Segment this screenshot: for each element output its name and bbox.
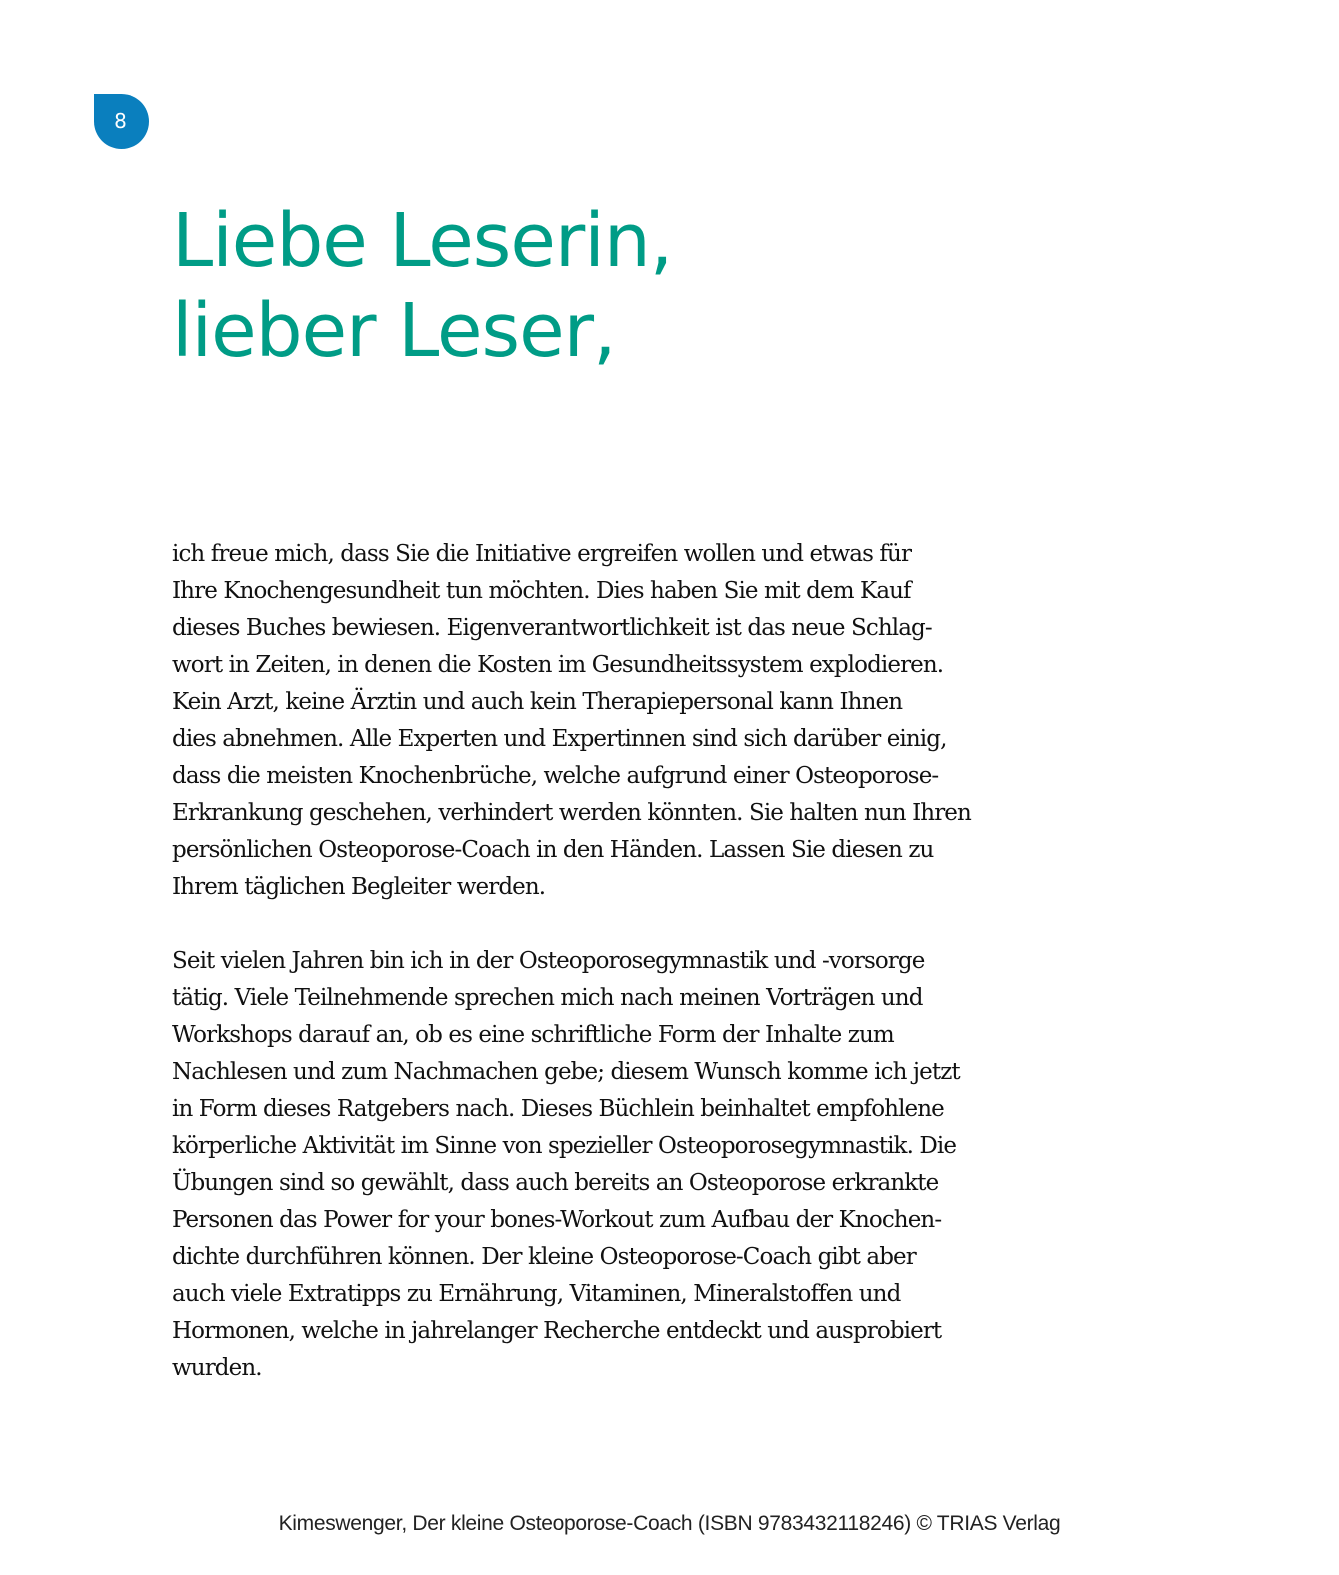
body-text <box>172 536 1012 1424</box>
text-line: Seit vielen Jahren bin ich in der Osteoporosegymnastik und -vorsorge <box>172 948 925 974</box>
text-line: in Form dieses Ratgebers nach. Dieses Büchlein beinhaltet empfohlene <box>172 1096 944 1122</box>
text-line: körperliche Aktivität im Sinne von spezieller Osteoporosegymnastik. Die <box>172 1133 957 1159</box>
text-line: Ihre Knochengesundheit tun möchten. Dies haben Sie mit dem Kauf <box>172 578 911 604</box>
text-line: Erkrankung geschehen, verhindert werden könnten. Sie halten nun Ihren <box>172 800 971 826</box>
page-title <box>172 196 672 376</box>
paragraph-1 <box>172 536 1012 906</box>
text-line: wurden. <box>172 1355 262 1381</box>
paragraph-2 <box>172 943 1012 1387</box>
text-line: persönlichen Osteoporose-Coach in den Händen. Lassen Sie diesen zu <box>172 837 934 863</box>
text-line: dichte durchführen können. Der kleine Osteoporose-Coach gibt aber <box>172 1244 916 1270</box>
title-line: Liebe Leserin, <box>172 198 673 284</box>
text-line: wort in Zeiten, in denen die Kosten im Gesundheitssystem explodieren. <box>172 652 944 678</box>
text-line: auch viele Extratipps zu Ernährung, Vitaminen, Mineralstoffen und <box>172 1281 901 1307</box>
page-number: 8 <box>114 108 127 133</box>
page-number-badge <box>94 94 149 149</box>
text-line: Nachlesen und zum Nachmachen gebe; diesem Wunsch komme ich jetzt <box>172 1059 960 1085</box>
text-line: dieses Buches bewiesen. Eigenverantwortlichkeit ist das neue Schlag- <box>172 615 932 641</box>
title-line: lieber Leser, <box>172 288 616 374</box>
text-line: Personen das Power for your bones-Workout zum Aufbau der Knochen- <box>172 1207 942 1233</box>
text-line: ich freue mich, dass Sie die Initiative ergreifen wollen und etwas für <box>172 541 912 567</box>
text-line: Ihrem täglichen Begleiter werden. <box>172 874 546 900</box>
text-line: dies abnehmen. Alle Experten und Expertinnen sind sich darüber einig, <box>172 726 947 752</box>
footer-text: Kimeswenger, Der kleine Osteoporose-Coach (ISBN 9783432118246) © TRIAS Verlag <box>278 1512 1061 1535</box>
text-line: Kein Arzt, keine Ärztin und auch kein Therapiepersonal kann Ihnen <box>172 689 903 715</box>
text-line: Hormonen, welche in jahrelanger Recherche entdeckt und ausprobiert <box>172 1318 942 1344</box>
text-line: dass die meisten Knochenbrüche, welche aufgrund einer Osteoporose- <box>172 763 939 789</box>
text-line: Übungen sind so gewählt, dass auch bereits an Osteoporose erkrankte <box>172 1170 939 1196</box>
footer-copyright <box>0 1512 1339 1536</box>
text-line: Workshops darauf an, ob es eine schriftliche Form der Inhalte zum <box>172 1022 894 1048</box>
text-line: tätig. Viele Teilnehmende sprechen mich nach meinen Vorträgen und <box>172 985 923 1011</box>
